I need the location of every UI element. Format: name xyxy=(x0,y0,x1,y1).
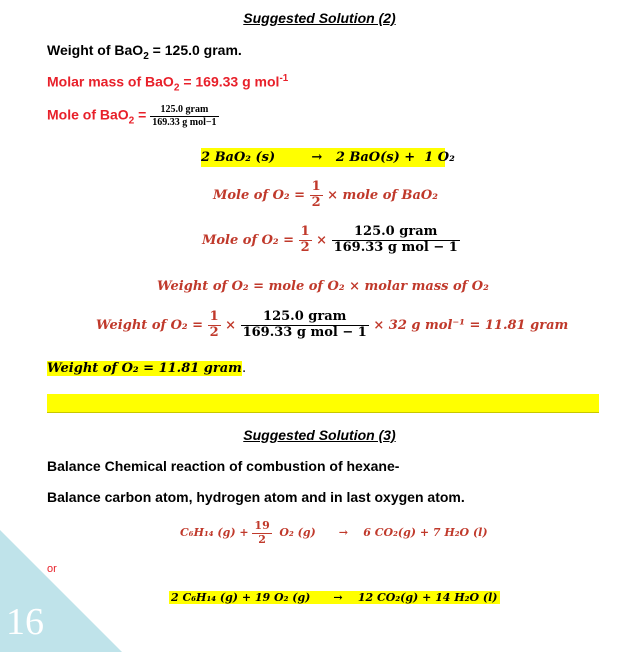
mole-calc-equation: Mole of O₂ = $\frac{1}{2}$ × $\frac{\text{125.0 gram}}{\text{169.33 g mol − 1}}$ xyxy=(202,224,458,255)
molar-mass-line: Molar mass of BaO$_2$ = 169.33 g mol$^{-1}$ xyxy=(47,73,289,94)
weight-calc-equation: Weight of O₂ = $\frac{1}{2}$ × $\frac{\text{125.0 gram}}{\text{169.33 g mol − 1}}$ × 32 g mol⁻¹ = 11.81 gram xyxy=(96,309,569,340)
weight-of-bao2-line: Weight of BaO$_2$ = 125.0 gram. xyxy=(47,42,242,62)
combustion-equation-integer: 2 C₆H₁₄ (g) + 19 O₂ (g) → 12 CO₂(g) + 14 H₂O (l) xyxy=(171,591,498,604)
mole-fraction: $\frac{\text{125.0 gram}}{\text{169.33 g mol−1}}$ xyxy=(152,104,217,128)
reaction-equation: 2 BaO₂ (s) → 2 BaO(s) + 1 O₂ xyxy=(201,150,455,165)
weight-formula: Weight of O₂ = mole of O₂ × molar mass of O₂ xyxy=(157,279,489,294)
combustion-equation-fractional: C₆H₁₄ (g) + $\frac{19}{2}$ O₂ (g) → 6 CO₂(g) + 7 H₂O (l) xyxy=(180,519,488,546)
final-answer: Weight of O₂ = 11.81 gram. xyxy=(47,361,247,376)
page-number: 16 xyxy=(6,601,44,643)
mole-ratio-equation: Mole of O₂ = $\frac{1}{2}$ × mole of BaO₂ xyxy=(213,179,438,210)
or-label: or xyxy=(47,563,57,575)
mole-of-bao2-line: Mole of BaO$_2$ = $\frac{\text{125.0 gram}}{\text{169.33 g mol−1}}$ xyxy=(47,104,217,128)
solution3-line1: Balance Chemical reaction of combustion of hexane- xyxy=(47,458,400,474)
solution3-heading: Suggested Solution (3) xyxy=(243,427,396,443)
solution3-line2: Balance carbon atom, hydrogen atom and in last oxygen atom. xyxy=(47,489,465,505)
highlight-divider xyxy=(47,394,599,413)
solution2-heading: Suggested Solution (2) xyxy=(243,10,396,26)
